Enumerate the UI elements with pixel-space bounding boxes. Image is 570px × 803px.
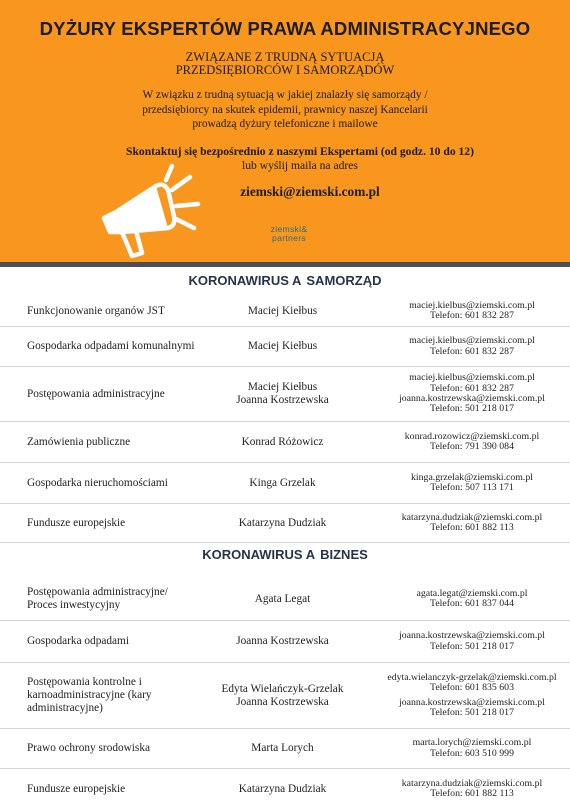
email-link[interactable]: kinga.grzelak@ziemski.com.pl [411, 471, 533, 483]
expert-cell [205, 296, 360, 326]
intro-line: przedsiębiorcy na skutek epidemii, prawnicy naszej Kancelarii [142, 103, 428, 116]
contact-bold: Skontaktuj się bezpośrednio z naszymi Ekspertami (od godz. 10 do 12) [126, 145, 474, 158]
section-title-topic: SAMORZĄD [306, 273, 382, 288]
email-link[interactable]: marta.lorych@ziemski.com.pl [412, 737, 532, 749]
header-divider [0, 262, 570, 267]
expert-name: Marta Lorych [251, 742, 314, 754]
expert-name: Agata Legat [254, 592, 311, 605]
table-row [0, 621, 570, 663]
subtitle-line: PRZEDSIĘBIORCÓW I SAMORZĄDÓW [175, 63, 395, 77]
phone-number: Telefon: 601 882 113 [430, 522, 514, 533]
expert-name: Konrad Różowicz [241, 435, 324, 448]
contact-cell [378, 504, 566, 542]
table-row [0, 578, 570, 621]
table-row [0, 729, 570, 769]
expert-cell [205, 367, 360, 421]
area-text: Postępowania administracyjne/ [27, 586, 168, 598]
area-text: karnoadministracyjne (kary [27, 689, 152, 701]
email-link[interactable]: maciej.kielbus@ziemski.com.pl [409, 372, 535, 384]
area-text: Postępowania kontrolne i [27, 676, 142, 688]
contact-cell [378, 663, 566, 728]
megaphone-icon [98, 160, 208, 260]
area-text: Gospodarka nieruchomościami [27, 476, 168, 489]
area-cell [27, 504, 217, 542]
section-title [0, 547, 570, 562]
expert-name: Kinga Grzelak [249, 476, 316, 489]
phone-number: Telefon: 601 835 603 [430, 682, 514, 694]
email-link[interactable]: joanna.kostrzewska@ziemski.com.pl [399, 393, 545, 404]
intro-text [120, 88, 450, 132]
contact-cell [378, 327, 566, 366]
phone-number: Telefon: 601 832 287 [430, 310, 514, 321]
phone-number: Telefon: 601 832 287 [430, 382, 514, 394]
phone-number: Telefon: 507 113 171 [430, 482, 514, 493]
phone-number: Telefon: 501 218 017 [430, 640, 514, 652]
table-row [0, 367, 570, 422]
area-text: Prawo ochrony srodowiska [27, 742, 150, 754]
subtitle-line: ZWIĄZANE Z TRUDNĄ SYTUACJĄ [185, 50, 385, 64]
expert-cell [205, 729, 360, 768]
intro-line: prowadzą dyżury telefoniczne i mailowe [192, 118, 378, 130]
contact-cell [378, 578, 566, 620]
area-text: administracyjne) [27, 702, 103, 714]
contact-cell [378, 621, 566, 662]
area-cell [27, 296, 217, 326]
area-cell [27, 463, 217, 503]
expert-cell [205, 621, 360, 662]
expert-cell [205, 422, 360, 462]
area-cell [27, 367, 217, 421]
email-link[interactable]: agata.legat@ziemski.com.pl [416, 587, 528, 599]
area-text: Gospodarka odpadami komunalnymi [27, 340, 195, 352]
phone-number: Telefon: 603 510 999 [430, 747, 514, 759]
table-row [0, 463, 570, 504]
contact-cell [378, 729, 566, 768]
table-row [0, 422, 570, 463]
expert-cell [205, 463, 360, 503]
email-link[interactable]: maciej.kielbus@ziemski.com.pl [409, 335, 535, 347]
contact-cell [378, 463, 566, 503]
area-text: Funkcjonowanie organów JST [27, 304, 165, 317]
area-text: Fundusze europejskie [27, 782, 126, 795]
contact-line: lub wyślij maila na adres [242, 159, 358, 172]
logo-line: ziemski& [270, 224, 308, 234]
section-title-prefix: KORONAWIRUS A [188, 273, 302, 288]
area-text: Fundusze europejskie [27, 516, 126, 529]
expert-cell [205, 578, 360, 620]
table-row [0, 327, 570, 367]
email-link[interactable]: maciej.kielbus@ziemski.com.pl [409, 299, 535, 311]
phone-number: Telefon: 501 218 017 [430, 706, 514, 718]
email-link[interactable]: katarzyna.dudziak@ziemski.com.pl [401, 511, 543, 523]
expert-name: Joanna Kostrzewska [236, 635, 329, 647]
email-link[interactable]: ziemski@ziemski.com.pl [240, 184, 380, 199]
expert-name: Maciej Kiełbus [247, 381, 318, 393]
section-title-prefix: KORONAWIRUS A [202, 547, 316, 562]
area-cell [27, 422, 217, 462]
table-row [0, 769, 570, 803]
area-cell [27, 663, 217, 728]
area-cell [27, 729, 217, 768]
phone-number: Telefon: 791 390 084 [430, 441, 514, 452]
table-row [0, 663, 570, 729]
area-cell [27, 578, 217, 620]
area-cell [27, 769, 217, 803]
expert-name: Maciej Kiełbus [247, 304, 318, 317]
table-row [0, 296, 570, 327]
page-title: DYŻURY EKSPERTÓW PRAWA ADMINISTRACYJNEGO [39, 18, 531, 39]
area-text: Gospodarka odpadami [27, 635, 129, 647]
expert-name: Katarzyna Dudziak [238, 782, 327, 795]
expert-name: Joanna Kostrzewska [236, 394, 329, 406]
expert-name: Joanna Kostrzewska [236, 695, 329, 708]
email-link[interactable]: konrad.rozowicz@ziemski.com.pl [404, 430, 540, 442]
area-text: Zamówienia publiczne [27, 435, 131, 448]
intro-line: W związku z trudną sytuacją w jakiej znalazły się samorządy / [142, 89, 428, 101]
contact-cell [378, 367, 566, 421]
ziemski-partners-logo [254, 225, 324, 242]
table-row [0, 504, 570, 543]
area-text: Proces inwestycyjny [27, 599, 121, 611]
phone-number: Telefon: 601 882 113 [430, 788, 514, 799]
email-link[interactable]: joanna.kostrzewska@ziemski.com.pl [399, 696, 545, 708]
expert-cell [205, 663, 360, 728]
area-text: Postępowania administracyjne [27, 387, 165, 400]
contact-cell [378, 769, 566, 803]
phone-number: Telefon: 601 832 287 [430, 345, 514, 357]
email-link[interactable]: katarzyna.dudziak@ziemski.com.pl [401, 777, 543, 789]
phone-number: Telefon: 601 837 044 [430, 598, 514, 609]
expert-name: Edyta Wielańczyk-Grzelak [221, 682, 344, 695]
phone-number: Telefon: 501 218 017 [430, 403, 514, 415]
expert-cell [205, 504, 360, 542]
section-title-topic: BIZNES [320, 547, 368, 562]
contact-bold-line [100, 145, 500, 159]
subtitle [150, 51, 420, 77]
contact-cell [378, 422, 566, 462]
expert-cell [205, 769, 360, 803]
contact-cell [378, 296, 566, 326]
logo-line: partners [272, 232, 306, 243]
email-link[interactable]: edyta.wielanczyk-grzelak@ziemski.com.pl [387, 671, 557, 683]
header-banner [0, 0, 570, 262]
section-title [0, 273, 570, 288]
expert-name: Maciej Kiełbus [247, 340, 318, 352]
email-link[interactable]: joanna.kostrzewska@ziemski.com.pl [399, 630, 545, 642]
area-cell [27, 621, 217, 662]
area-cell [27, 327, 217, 366]
expert-cell [205, 327, 360, 366]
expert-name: Katarzyna Dudziak [238, 516, 327, 529]
